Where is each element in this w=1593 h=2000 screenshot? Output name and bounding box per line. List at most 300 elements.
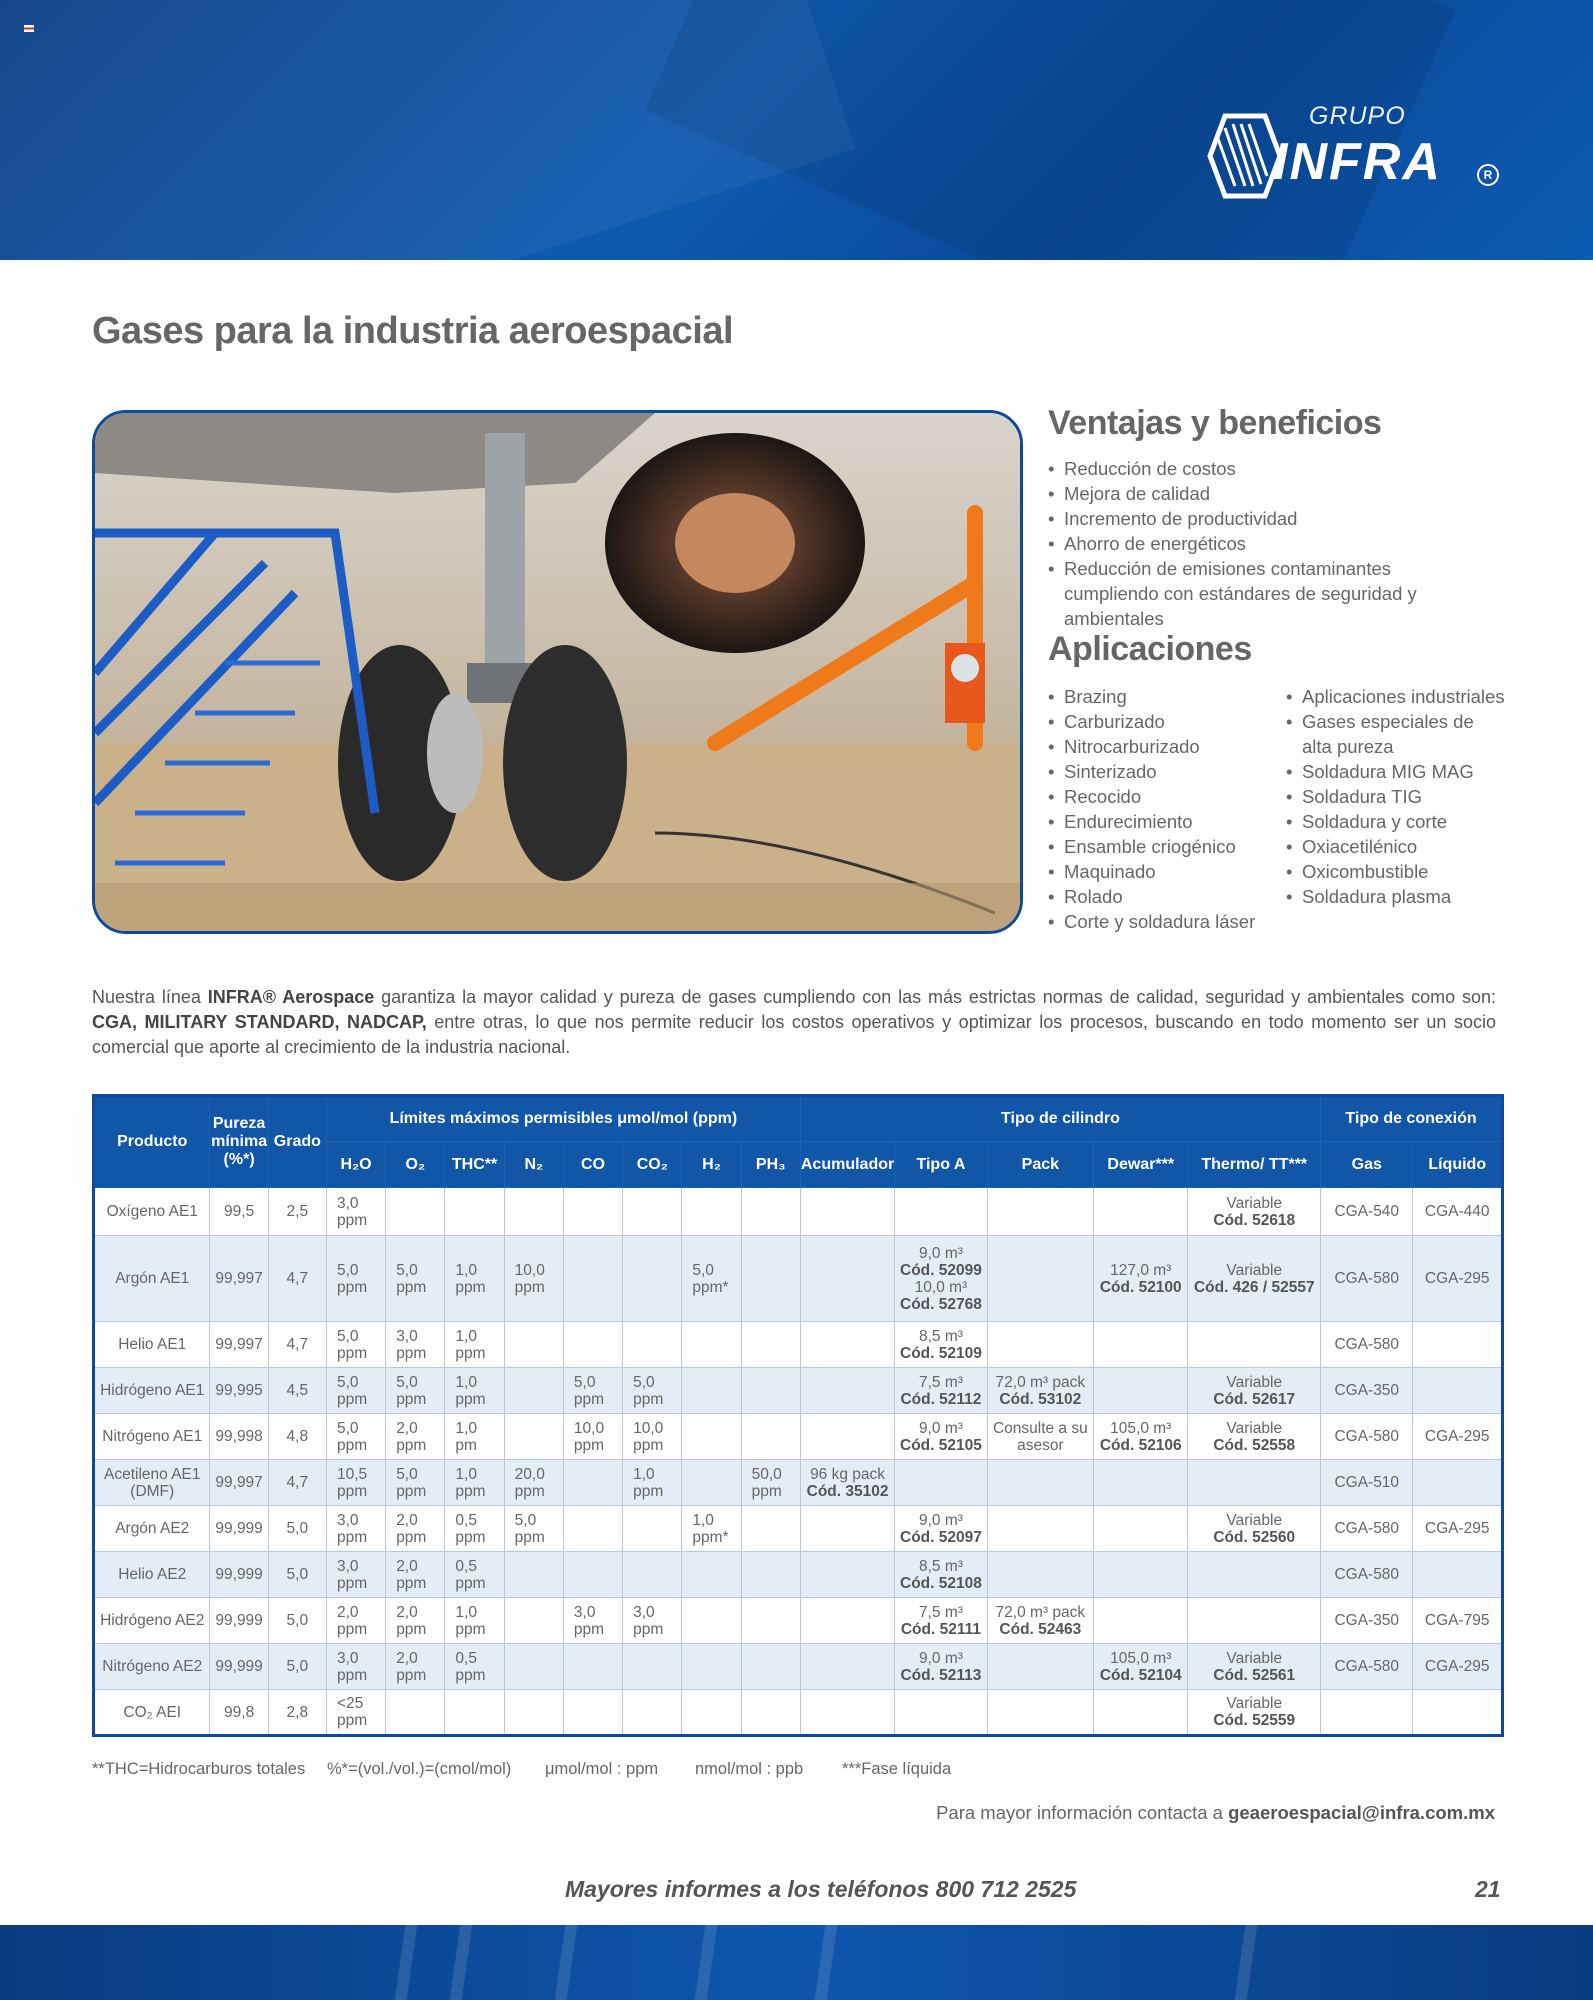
table-cell xyxy=(386,1552,445,1598)
cell-text: 5,0 xyxy=(286,1520,309,1537)
table-cell xyxy=(504,1368,563,1414)
cell-text: Variable xyxy=(1226,1194,1283,1212)
col-header: Acumulador xyxy=(800,1142,894,1188)
table-cell xyxy=(210,1414,268,1460)
table-cell xyxy=(268,1188,326,1236)
cell-text: 0,5 ppm xyxy=(455,1557,486,1592)
norms-list: CGA, MILITARY STANDARD, NADCAP, xyxy=(92,1012,427,1032)
cell-text: 9,0 m³ xyxy=(918,1244,963,1262)
contact-line xyxy=(936,1802,1495,1824)
cell-text: 5,0 ppm xyxy=(336,1419,368,1454)
cell-text: 10,0 m³ xyxy=(914,1278,968,1296)
table-cell xyxy=(1413,1506,1503,1552)
table-cell xyxy=(386,1690,445,1736)
table-cell xyxy=(445,1552,504,1598)
table-cell xyxy=(623,1368,682,1414)
cell-text: 8,5 m³ xyxy=(918,1327,963,1345)
table-cell xyxy=(268,1690,326,1736)
cell-text: 3,0 ppm xyxy=(336,1649,368,1684)
table-cell xyxy=(504,1460,563,1506)
footnote-umol: μmol/mol : ppm xyxy=(545,1760,659,1778)
table-cell xyxy=(1413,1236,1503,1322)
col-header: Líquido xyxy=(1413,1142,1503,1188)
flag-icon xyxy=(24,25,34,32)
table-row xyxy=(94,1460,1503,1506)
cell-text: 105,0 m³ xyxy=(1110,1419,1172,1437)
table-cell xyxy=(563,1644,622,1690)
cell-text: 99,995 xyxy=(215,1382,263,1399)
cell-text: 96 kg pack xyxy=(810,1465,886,1483)
table-row xyxy=(94,1322,1503,1368)
cell-text: 99,999 xyxy=(215,1520,263,1537)
logo-infra-text: INFRA xyxy=(1273,133,1442,191)
table-cell xyxy=(1188,1598,1321,1644)
cell-text: Variable xyxy=(1226,1419,1283,1437)
table-cell xyxy=(987,1188,1093,1236)
group-header-conexion: Tipo de conexión xyxy=(1321,1096,1503,1142)
cell-text: CGA-510 xyxy=(1334,1474,1400,1491)
cell-text: 72,0 m³ pack xyxy=(995,1373,1086,1391)
product-cell xyxy=(94,1236,210,1322)
table-cell xyxy=(1188,1552,1321,1598)
table-cell xyxy=(326,1188,385,1236)
cell-text: 5,0 ppm xyxy=(336,1261,368,1296)
cell-text: 4,8 xyxy=(286,1428,309,1445)
cell-text: Cód. 52561 xyxy=(1213,1666,1296,1684)
cell-text: 99,999 xyxy=(215,1612,263,1629)
table-cell xyxy=(1413,1322,1503,1368)
infra-logo xyxy=(1205,98,1505,208)
table-cell xyxy=(1094,1188,1188,1236)
cell-text: 99,5 xyxy=(224,1203,255,1220)
table-cell xyxy=(987,1552,1093,1598)
table-cell xyxy=(268,1460,326,1506)
list-item: • Gases especiales de alta pureza xyxy=(1286,709,1506,759)
col-header-pureza: Pureza mínima (%*) xyxy=(210,1096,268,1188)
list-item: • Ahorro de energéticos xyxy=(1048,531,1488,556)
cell-text: CGA-440 xyxy=(1424,1203,1490,1220)
list-item: • Soldadura MIG MAG xyxy=(1286,759,1506,784)
table-cell xyxy=(1188,1414,1321,1460)
cell-text: 10,0 ppm xyxy=(573,1419,605,1454)
cell-text: 5,0 xyxy=(286,1612,309,1629)
col-header: N₂ xyxy=(504,1142,563,1188)
brand-name: INFRA® Aerospace xyxy=(207,987,375,1007)
table-cell xyxy=(1188,1368,1321,1414)
col-header: Gas xyxy=(1321,1142,1413,1188)
table-cell xyxy=(682,1236,741,1322)
cell-text: 3,0 ppm xyxy=(396,1327,427,1362)
table-cell xyxy=(1094,1506,1188,1552)
cell-text: 0,5 ppm xyxy=(455,1511,486,1546)
table-cell xyxy=(1188,1236,1321,1322)
cell-text: Cód. 52559 xyxy=(1213,1712,1296,1729)
table-cell xyxy=(445,1460,504,1506)
table-cell xyxy=(741,1506,800,1552)
cell-text: CGA-580 xyxy=(1334,1566,1400,1583)
footnote-thc: **THC=Hidrocarburos totales xyxy=(92,1760,306,1778)
cell-text: Cód. 52768 xyxy=(900,1295,982,1313)
table-cell xyxy=(895,1598,987,1644)
table-row xyxy=(94,1598,1503,1644)
cell-text: CGA-350 xyxy=(1334,1382,1400,1399)
cell-text: 2,0 ppm xyxy=(396,1603,427,1638)
table-cell xyxy=(386,1414,445,1460)
list-item: • Soldadura plasma xyxy=(1286,884,1506,909)
table-cell xyxy=(987,1690,1093,1736)
table-cell xyxy=(1321,1506,1413,1552)
table-cell xyxy=(326,1236,385,1322)
table-cell xyxy=(445,1506,504,1552)
table-cell xyxy=(1413,1414,1503,1460)
cell-text: 4,7 xyxy=(286,1270,309,1287)
table-cell xyxy=(326,1368,385,1414)
product-cell xyxy=(94,1690,210,1736)
list-item: • Soldadura TIG xyxy=(1286,784,1506,809)
cell-text: CGA-350 xyxy=(1334,1612,1400,1629)
col-header: THC** xyxy=(445,1142,504,1188)
col-header: Dewar*** xyxy=(1094,1142,1188,1188)
cell-text: 0,5 ppm xyxy=(455,1649,486,1684)
table-cell xyxy=(445,1644,504,1690)
cell-text: 99,997 xyxy=(215,1474,263,1491)
cell-text: 2,0 ppm xyxy=(396,1511,427,1546)
table-cell xyxy=(1094,1552,1188,1598)
table-cell xyxy=(800,1236,894,1322)
table-cell xyxy=(1413,1552,1503,1598)
cell-text: Argón AE2 xyxy=(115,1520,190,1537)
cell-text: 9,0 m³ xyxy=(918,1419,963,1437)
table-cell xyxy=(1321,1460,1413,1506)
table-cell xyxy=(210,1644,268,1690)
cell-text: Cód. 52105 xyxy=(900,1436,982,1454)
cell-text: 1,0 ppm xyxy=(455,1261,486,1296)
table-cell xyxy=(800,1598,894,1644)
col-header: Pack xyxy=(987,1142,1093,1188)
cell-text: Cód. 52100 xyxy=(1099,1278,1182,1296)
table-cell xyxy=(268,1506,326,1552)
col-header: CO₂ xyxy=(623,1142,682,1188)
cell-text: 2,0 ppm xyxy=(396,1649,427,1684)
table-cell xyxy=(800,1552,894,1598)
list-item: • Aplicaciones industriales xyxy=(1286,684,1506,709)
cell-text: 10,0 ppm xyxy=(514,1261,545,1296)
table-cell xyxy=(1413,1460,1503,1506)
cell-text: Variable xyxy=(1226,1695,1283,1712)
intro-text: entre otras, lo que nos permite reducir los costos operativos y optimizar los procesos, buscando en todo momento ser un socio comercial que aporte al crecimiento de la industria nacional. xyxy=(92,1012,1497,1057)
table-cell xyxy=(623,1236,682,1322)
footer-stripe xyxy=(815,1925,838,2000)
table-cell xyxy=(504,1598,563,1644)
cell-text: Cód. 426 / 52557 xyxy=(1193,1278,1315,1296)
table-cell xyxy=(563,1368,622,1414)
table-cell xyxy=(895,1236,987,1322)
col-header-producto: Producto xyxy=(94,1096,210,1188)
col-header: Tipo A xyxy=(895,1142,987,1188)
cell-text: 2,5 xyxy=(286,1203,309,1220)
cell-text: 4,7 xyxy=(286,1474,309,1491)
cell-text: 3,0 ppm xyxy=(573,1603,605,1638)
list-item: • Mejora de calidad xyxy=(1048,481,1488,506)
cell-text: 72,0 m³ pack xyxy=(995,1603,1086,1621)
table-cell xyxy=(623,1322,682,1368)
table-cell xyxy=(504,1414,563,1460)
cell-text: 10,0 ppm xyxy=(633,1419,664,1454)
header-band xyxy=(0,0,1593,260)
cell-text: Acetileno AE1 (DMF) xyxy=(103,1465,201,1500)
cell-text: 4,7 xyxy=(286,1336,309,1353)
table-cell xyxy=(326,1598,385,1644)
table-cell xyxy=(326,1322,385,1368)
table-cell xyxy=(504,1552,563,1598)
table-cell xyxy=(800,1188,894,1236)
table-cell xyxy=(623,1644,682,1690)
cell-text: 3,0 ppm xyxy=(336,1511,368,1546)
table-cell xyxy=(800,1322,894,1368)
benefits-title: Ventajas y beneficios xyxy=(1048,404,1382,442)
cell-text: 99,999 xyxy=(215,1566,263,1583)
table-cell xyxy=(386,1460,445,1506)
table-cell xyxy=(682,1414,741,1460)
cell-text: 5,0 ppm xyxy=(573,1373,605,1408)
cell-text: 1,0 pm xyxy=(455,1419,477,1454)
table-cell xyxy=(895,1414,987,1460)
list-item: • Soldadura y corte xyxy=(1286,809,1506,834)
list-item: • Incremento de productividad xyxy=(1048,506,1488,531)
table-cell xyxy=(895,1552,987,1598)
table-cell xyxy=(987,1460,1093,1506)
table-cell xyxy=(741,1188,800,1236)
table-cell xyxy=(987,1368,1093,1414)
cell-text: CGA-295 xyxy=(1424,1520,1490,1537)
cell-text: <25 ppm xyxy=(336,1695,368,1729)
footer-stripe xyxy=(1235,1925,1258,2000)
list-item: • Rolado xyxy=(1048,884,1278,909)
table-cell xyxy=(445,1188,504,1236)
product-cell xyxy=(94,1188,210,1236)
contact-text: Para mayor información contacta a xyxy=(936,1802,1229,1823)
table-cell xyxy=(563,1188,622,1236)
cell-text: Cód. 52558 xyxy=(1213,1436,1296,1454)
cell-text: 5,0 ppm xyxy=(396,1373,427,1408)
table-cell xyxy=(268,1644,326,1690)
table-cell xyxy=(741,1368,800,1414)
table-cell xyxy=(895,1506,987,1552)
cell-text: CGA-540 xyxy=(1334,1203,1400,1220)
cell-text: CGA-295 xyxy=(1424,1270,1490,1287)
group-header-limites: Límites máximos permisibles μmol/mol (ppm) xyxy=(326,1096,800,1142)
table-cell xyxy=(445,1598,504,1644)
list-item: • Sinterizado xyxy=(1048,759,1278,784)
footer-stripe xyxy=(395,1925,418,2000)
table-cell xyxy=(682,1598,741,1644)
table-cell xyxy=(682,1506,741,1552)
table-cell xyxy=(1094,1460,1188,1506)
cell-text: 1,0 ppm* xyxy=(692,1511,729,1546)
col-header: PH₃ xyxy=(741,1142,800,1188)
product-cell xyxy=(94,1552,210,1598)
table-cell xyxy=(623,1506,682,1552)
product-cell xyxy=(94,1414,210,1460)
table-cell xyxy=(268,1598,326,1644)
table-cell xyxy=(268,1552,326,1598)
table-cell xyxy=(623,1552,682,1598)
cell-text: 2,0 ppm xyxy=(396,1419,427,1454)
contact-email[interactable]: geaeroespacial@infra.com.mx xyxy=(1228,1802,1495,1823)
table-cell xyxy=(800,1644,894,1690)
table-row xyxy=(94,1188,1503,1236)
cell-text: CGA-295 xyxy=(1424,1658,1490,1675)
col-header: Thermo/ TT*** xyxy=(1188,1142,1321,1188)
cell-text: Cód. 52099 xyxy=(900,1261,982,1279)
table-cell xyxy=(386,1644,445,1690)
col-header: CO xyxy=(563,1142,622,1188)
table-cell xyxy=(800,1506,894,1552)
cell-text: Nitrógeno AE2 xyxy=(102,1658,203,1675)
table-cell xyxy=(445,1414,504,1460)
table-cell xyxy=(210,1598,268,1644)
benefits-list xyxy=(1048,456,1488,631)
table-cell xyxy=(504,1644,563,1690)
list-item: • Maquinado xyxy=(1048,859,1278,884)
logo-grupo-text: GRUPO xyxy=(1309,102,1406,130)
table-cell xyxy=(741,1598,800,1644)
cell-text: CGA-795 xyxy=(1424,1612,1490,1629)
cell-text: 5,0 xyxy=(286,1566,309,1583)
table-cell xyxy=(895,1322,987,1368)
cell-text: Hidrógeno AE2 xyxy=(100,1612,205,1629)
cell-text: Helio AE2 xyxy=(118,1566,187,1583)
cell-text: CGA-580 xyxy=(1334,1428,1400,1445)
cell-text: 5,0 ppm xyxy=(336,1327,368,1362)
cell-text: Variable xyxy=(1226,1261,1283,1279)
table-row xyxy=(94,1644,1503,1690)
table-cell xyxy=(682,1460,741,1506)
table-cell xyxy=(682,1368,741,1414)
table-cell xyxy=(563,1690,622,1736)
table-cell xyxy=(326,1414,385,1460)
footer-stripe xyxy=(450,1925,473,2000)
cell-text: 99,998 xyxy=(215,1428,263,1445)
cell-text: CGA-580 xyxy=(1334,1520,1400,1537)
table-cell xyxy=(210,1322,268,1368)
applications-list-2 xyxy=(1286,684,1506,909)
table-cell xyxy=(210,1690,268,1736)
table-cell xyxy=(268,1368,326,1414)
cell-text: 5,0 xyxy=(286,1658,309,1675)
cell-text: Cód. 52106 xyxy=(1099,1436,1182,1454)
product-cell xyxy=(94,1644,210,1690)
cell-text: Argón AE1 xyxy=(115,1270,190,1287)
cell-text: CGA-580 xyxy=(1334,1336,1400,1353)
list-item: • Reducción de costos xyxy=(1048,456,1488,481)
table-cell xyxy=(326,1552,385,1598)
table-cell xyxy=(1188,1188,1321,1236)
table-cell xyxy=(445,1236,504,1322)
table-cell xyxy=(741,1460,800,1506)
cell-text: 9,0 m³ xyxy=(918,1511,963,1529)
cell-text: 3,0 ppm xyxy=(336,1194,368,1229)
table-cell xyxy=(326,1690,385,1736)
cell-text: 9,0 m³ xyxy=(918,1649,963,1667)
table-cell xyxy=(445,1368,504,1414)
cell-text: Cód. 52109 xyxy=(900,1344,982,1362)
table-cell xyxy=(386,1368,445,1414)
cell-text: 8,5 m³ xyxy=(918,1557,963,1575)
table-cell xyxy=(623,1690,682,1736)
table-cell xyxy=(210,1506,268,1552)
table-cell xyxy=(987,1322,1093,1368)
gas-specifications-table xyxy=(92,1094,1504,1737)
table-cell xyxy=(895,1188,987,1236)
list-item: • Reducción de emisiones contaminantes cumpliendo con estándares de seguridad y ambientales xyxy=(1048,556,1488,631)
table-cell xyxy=(326,1506,385,1552)
table-body xyxy=(94,1188,1503,1736)
cell-text: 127,0 m³ xyxy=(1110,1261,1172,1279)
phone-info: Mayores informes a los teléfonos 800 712 2525 xyxy=(565,1876,1077,1902)
table-cell xyxy=(268,1322,326,1368)
cell-text: 1,0 ppm xyxy=(455,1603,486,1638)
table-cell xyxy=(741,1236,800,1322)
list-item: • Nitrocarburizado xyxy=(1048,734,1278,759)
cell-text: 20,0 ppm xyxy=(514,1465,545,1500)
cell-text: Variable xyxy=(1226,1649,1283,1667)
footnote-percent: %*=(vol./vol.)=(cmol/mol) xyxy=(327,1760,512,1778)
table-cell xyxy=(1094,1598,1188,1644)
intro-paragraph xyxy=(92,985,1496,1060)
intro-text: Nuestra línea xyxy=(92,987,208,1007)
list-item: • Endurecimiento xyxy=(1048,809,1278,834)
table-cell xyxy=(1188,1506,1321,1552)
cell-text: 7,5 m³ xyxy=(918,1603,963,1621)
table-cell xyxy=(210,1188,268,1236)
cell-text: Cód. 52617 xyxy=(1213,1390,1296,1408)
cell-text: 5,0 ppm xyxy=(514,1511,545,1546)
page-number: 21 xyxy=(1475,1876,1501,1902)
table-cell xyxy=(504,1236,563,1322)
cell-text: Cód. 52618 xyxy=(1213,1211,1296,1229)
table-cell xyxy=(682,1552,741,1598)
cell-text: 5,0 ppm xyxy=(633,1373,664,1408)
cell-text: 50,0 ppm xyxy=(751,1465,782,1500)
applications-list-1 xyxy=(1048,684,1278,934)
table-cell xyxy=(987,1598,1093,1644)
cell-text: Hidrógeno AE1 xyxy=(100,1382,205,1399)
product-cell xyxy=(94,1598,210,1644)
cell-text: Cód. 52108 xyxy=(900,1574,982,1592)
table-cell xyxy=(1094,1690,1188,1736)
table-row xyxy=(94,1506,1503,1552)
cell-text: 2,0 ppm xyxy=(396,1557,427,1592)
table-cell xyxy=(1321,1690,1413,1736)
cell-text: 7,5 m³ xyxy=(918,1373,963,1391)
cell-text: Cód. 52097 xyxy=(900,1528,982,1546)
table-cell xyxy=(1094,1368,1188,1414)
list-item: • Oxicombustible xyxy=(1286,859,1506,884)
col-header: H₂O xyxy=(326,1142,385,1188)
product-cell xyxy=(94,1322,210,1368)
cell-text: 1,0 ppm xyxy=(455,1373,486,1408)
table-cell xyxy=(1413,1598,1503,1644)
table-cell xyxy=(1321,1368,1413,1414)
cell-text: 5,0 ppm* xyxy=(692,1261,729,1296)
cell-text: 99,997 xyxy=(215,1336,263,1353)
footnote-liquid: ***Fase líquida xyxy=(842,1760,952,1778)
table-cell xyxy=(386,1322,445,1368)
cell-text: Cód. 52111 xyxy=(900,1620,981,1638)
table-cell xyxy=(987,1644,1093,1690)
cell-text: 5,0 ppm xyxy=(396,1261,427,1296)
